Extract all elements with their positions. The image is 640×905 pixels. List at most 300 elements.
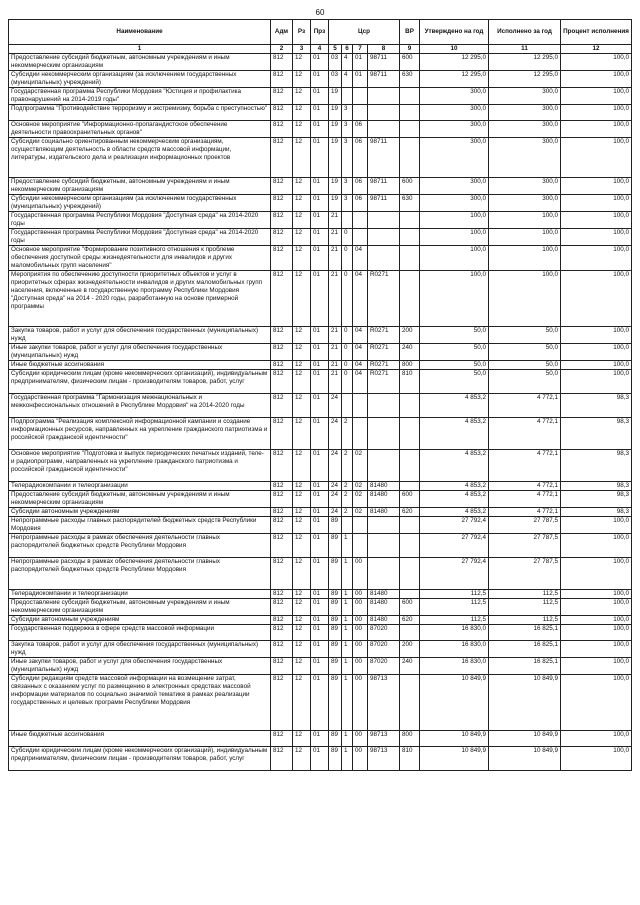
cell-c2: 0	[342, 246, 353, 271]
cell-percent: 100,0	[561, 195, 632, 212]
cell-vr: 620	[400, 508, 420, 517]
cell-vr: 240	[400, 658, 420, 675]
cell-name: Закупка товаров, работ и услуг для обеспечения государственных (муниципальных) нужд	[9, 327, 271, 344]
cell-c4	[368, 450, 400, 482]
cell-percent: 98,3	[561, 491, 632, 508]
cell-adm: 812	[271, 675, 293, 731]
cell-percent: 98,3	[561, 418, 632, 450]
cell-prz: 01	[311, 658, 329, 675]
cell-prz: 01	[311, 138, 329, 178]
cell-name: Предоставление субсидий бюджетным, автономным учреждениям и иным некоммерческим организациям	[9, 54, 271, 71]
cell-rz: 12	[293, 105, 311, 121]
cell-c3	[353, 88, 368, 105]
cell-executed: 50,0	[489, 344, 561, 361]
cell-executed: 4 772,1	[489, 394, 561, 418]
cell-c4: R0271	[368, 361, 400, 370]
cell-executed: 100,0	[489, 271, 561, 327]
cell-rz: 12	[293, 599, 311, 616]
cell-approved: 100,0	[420, 271, 489, 327]
cell-name: Государственная поддержка в сфере средств массовой информации	[9, 625, 271, 641]
cell-c4: 81480	[368, 590, 400, 599]
cell-c3: 00	[353, 616, 368, 625]
cell-rz: 12	[293, 229, 311, 246]
cell-executed: 4 772,1	[489, 450, 561, 482]
cell-rz: 12	[293, 71, 311, 88]
cell-adm: 812	[271, 658, 293, 675]
cell-c3: 04	[353, 361, 368, 370]
cell-name: Иные бюджетные ассигнования	[9, 361, 271, 370]
cell-rz: 12	[293, 616, 311, 625]
cell-executed: 10 849,9	[489, 675, 561, 731]
cell-approved: 300,0	[420, 195, 489, 212]
cell-c1: 19	[329, 88, 342, 105]
cell-c2: 1	[342, 625, 353, 641]
cell-name: Закупка товаров, работ и услуг для обеспечения государственных (муниципальных) нужд	[9, 641, 271, 658]
cell-c2: 4	[342, 71, 353, 88]
cell-adm: 812	[271, 121, 293, 138]
cell-c2: 0	[342, 327, 353, 344]
cell-executed: 300,0	[489, 195, 561, 212]
cell-adm: 812	[271, 344, 293, 361]
cell-prz: 01	[311, 344, 329, 361]
cell-vr	[400, 212, 420, 229]
cell-c3	[353, 534, 368, 558]
cell-c1: 21	[329, 327, 342, 344]
header-adm: Адм	[271, 20, 293, 45]
cell-name: Основное мероприятие "Подготовка и выпуск периодических печатных изданий, теле- и радиопрограмм, направленных на укрепление гражданского патриотизма и российской гражданской идентичности"	[9, 450, 271, 482]
cell-rz: 12	[293, 54, 311, 71]
cell-c4: 87020	[368, 658, 400, 675]
cell-vr	[400, 105, 420, 121]
cell-c4: R0271	[368, 344, 400, 361]
cell-executed: 300,0	[489, 88, 561, 105]
cell-c4: R0271	[368, 370, 400, 394]
table-row	[9, 344, 632, 361]
table-row	[9, 517, 632, 534]
cell-name: Телерадиокомпании и телеорганизации	[9, 590, 271, 599]
cell-vr	[400, 517, 420, 534]
cell-approved: 27 792,4	[420, 517, 489, 534]
cell-c4	[368, 394, 400, 418]
cell-approved: 16 830,0	[420, 625, 489, 641]
cell-name: Непрограммные расходы в рамках обеспечения деятельности главных распорядителей бюджетных средств Республики Мордовия	[9, 534, 271, 558]
cell-prz: 01	[311, 616, 329, 625]
cell-percent: 100,0	[561, 178, 632, 195]
cell-c3	[353, 418, 368, 450]
cell-c1: 89	[329, 731, 342, 747]
cell-vr	[400, 418, 420, 450]
cell-percent: 100,0	[561, 534, 632, 558]
cell-approved: 50,0	[420, 370, 489, 394]
cell-percent: 100,0	[561, 517, 632, 534]
table-row	[9, 558, 632, 590]
column-number: 8	[368, 45, 400, 54]
cell-c2: 1	[342, 731, 353, 747]
cell-c4	[368, 418, 400, 450]
cell-c3	[353, 517, 368, 534]
cell-c1: 19	[329, 178, 342, 195]
cell-approved: 300,0	[420, 105, 489, 121]
cell-adm: 812	[271, 625, 293, 641]
cell-vr	[400, 534, 420, 558]
cell-rz: 12	[293, 394, 311, 418]
cell-prz: 01	[311, 641, 329, 658]
cell-executed: 4 772,1	[489, 491, 561, 508]
cell-rz: 12	[293, 271, 311, 327]
cell-adm: 812	[271, 491, 293, 508]
cell-approved: 10 849,9	[420, 747, 489, 771]
table-row	[9, 121, 632, 138]
cell-rz: 12	[293, 517, 311, 534]
cell-prz: 01	[311, 558, 329, 590]
cell-prz: 01	[311, 212, 329, 229]
cell-adm: 812	[271, 394, 293, 418]
cell-c2: 3	[342, 121, 353, 138]
cell-rz: 12	[293, 327, 311, 344]
cell-c1: 21	[329, 229, 342, 246]
cell-executed: 100,0	[489, 229, 561, 246]
cell-vr	[400, 675, 420, 731]
cell-c3: 06	[353, 178, 368, 195]
cell-c3	[353, 105, 368, 121]
table-row	[9, 590, 632, 599]
table-row	[9, 418, 632, 450]
cell-c2: 4	[342, 54, 353, 71]
table-row	[9, 394, 632, 418]
cell-executed: 100,0	[489, 246, 561, 271]
cell-adm: 812	[271, 178, 293, 195]
table-row	[9, 599, 632, 616]
cell-c3: 00	[353, 558, 368, 590]
cell-rz: 12	[293, 88, 311, 105]
cell-c1: 89	[329, 658, 342, 675]
cell-rz: 12	[293, 747, 311, 771]
table-row	[9, 641, 632, 658]
table-row	[9, 105, 632, 121]
table-row	[9, 138, 632, 178]
cell-adm: 812	[271, 71, 293, 88]
cell-name: Субсидии некоммерческим организациям (за исключением государственных (муниципальных) учреждений)	[9, 71, 271, 88]
cell-adm: 812	[271, 229, 293, 246]
cell-c1: 19	[329, 138, 342, 178]
cell-percent: 100,0	[561, 138, 632, 178]
cell-approved: 27 792,4	[420, 534, 489, 558]
cell-c1: 24	[329, 394, 342, 418]
cell-percent: 100,0	[561, 88, 632, 105]
cell-percent: 100,0	[561, 121, 632, 138]
cell-approved: 4 853,2	[420, 482, 489, 491]
cell-rz: 12	[293, 178, 311, 195]
cell-c3: 06	[353, 195, 368, 212]
cell-c4: 98711	[368, 71, 400, 88]
cell-name: Предоставление субсидий бюджетным, автономным учреждениям и иным некоммерческим организациям	[9, 599, 271, 616]
cell-approved: 112,5	[420, 616, 489, 625]
cell-c3: 02	[353, 450, 368, 482]
cell-approved: 27 792,4	[420, 558, 489, 590]
cell-percent: 100,0	[561, 271, 632, 327]
cell-approved: 4 853,2	[420, 508, 489, 517]
cell-c3: 04	[353, 271, 368, 327]
cell-vr	[400, 590, 420, 599]
cell-c1: 03	[329, 54, 342, 71]
cell-c4: 98713	[368, 731, 400, 747]
cell-percent: 100,0	[561, 599, 632, 616]
cell-prz: 01	[311, 450, 329, 482]
cell-rz: 12	[293, 658, 311, 675]
cell-c3: 00	[353, 747, 368, 771]
cell-vr	[400, 271, 420, 327]
cell-vr: 600	[400, 54, 420, 71]
cell-c2: 0	[342, 361, 353, 370]
cell-adm: 812	[271, 508, 293, 517]
cell-executed: 4 772,1	[489, 482, 561, 491]
cell-percent: 100,0	[561, 625, 632, 641]
cell-adm: 812	[271, 558, 293, 590]
cell-c4: 81480	[368, 599, 400, 616]
table-row	[9, 54, 632, 71]
cell-prz: 01	[311, 54, 329, 71]
cell-vr: 630	[400, 195, 420, 212]
cell-percent: 100,0	[561, 54, 632, 71]
cell-adm: 812	[271, 450, 293, 482]
cell-approved: 10 849,9	[420, 731, 489, 747]
cell-c4	[368, 517, 400, 534]
table-row	[9, 229, 632, 246]
table-body	[9, 54, 632, 771]
cell-c1: 24	[329, 418, 342, 450]
cell-name: Государственная программа Республики Мордовия "Доступная среда" на 2014-2020 годы	[9, 212, 271, 229]
cell-c2: 2	[342, 450, 353, 482]
cell-c1: 89	[329, 599, 342, 616]
table-header-row	[9, 20, 632, 45]
table-row	[9, 370, 632, 394]
cell-prz: 01	[311, 731, 329, 747]
cell-name: Подпрограмма "Противодействие терроризму и экстремизму, борьба с преступностью"	[9, 105, 271, 121]
cell-executed: 4 772,1	[489, 418, 561, 450]
cell-c2: 0	[342, 370, 353, 394]
cell-c3: 04	[353, 246, 368, 271]
cell-name: Субсидии редакциям средств массовой информации на возмещение затрат, связанных с оказанием услуг по размещению в электронных средствах массовой информации материалов по социально значимой тематике в рамках реализации государственных и целевых программ Республики Мордовия	[9, 675, 271, 731]
cell-approved: 4 853,2	[420, 394, 489, 418]
cell-vr	[400, 394, 420, 418]
table-row	[9, 491, 632, 508]
cell-c1: 19	[329, 121, 342, 138]
column-number: 7	[353, 45, 368, 54]
cell-rz: 12	[293, 138, 311, 178]
cell-prz: 01	[311, 394, 329, 418]
cell-c4: 98713	[368, 747, 400, 771]
cell-prz: 01	[311, 418, 329, 450]
cell-c2: 2	[342, 508, 353, 517]
cell-c4	[368, 88, 400, 105]
table-row	[9, 88, 632, 105]
cell-prz: 01	[311, 370, 329, 394]
cell-name: Иные закупки товаров, работ и услуг для обеспечения государственных (муниципальных) нужд	[9, 344, 271, 361]
cell-prz: 01	[311, 121, 329, 138]
cell-executed: 300,0	[489, 121, 561, 138]
cell-adm: 812	[271, 482, 293, 491]
cell-prz: 01	[311, 508, 329, 517]
cell-c1: 24	[329, 450, 342, 482]
cell-executed: 10 849,9	[489, 747, 561, 771]
cell-c1: 21	[329, 246, 342, 271]
cell-adm: 812	[271, 534, 293, 558]
header-csr: Цср	[329, 20, 400, 45]
cell-c3: 00	[353, 658, 368, 675]
cell-percent: 100,0	[561, 246, 632, 271]
cell-vr: 630	[400, 71, 420, 88]
cell-approved: 4 853,2	[420, 418, 489, 450]
cell-c4: 98711	[368, 138, 400, 178]
cell-c2: 1	[342, 534, 353, 558]
cell-vr: 200	[400, 327, 420, 344]
cell-c4: 87020	[368, 625, 400, 641]
cell-rz: 12	[293, 491, 311, 508]
cell-c2: 3	[342, 178, 353, 195]
cell-executed: 112,5	[489, 599, 561, 616]
header-name: Наименование	[9, 20, 271, 45]
cell-percent: 100,0	[561, 71, 632, 88]
table-row	[9, 450, 632, 482]
cell-vr: 810	[400, 747, 420, 771]
cell-c2: 1	[342, 641, 353, 658]
cell-vr: 600	[400, 491, 420, 508]
cell-vr: 800	[400, 731, 420, 747]
cell-vr: 200	[400, 641, 420, 658]
table-row	[9, 625, 632, 641]
cell-c2: 2	[342, 491, 353, 508]
cell-prz: 01	[311, 88, 329, 105]
table-row	[9, 212, 632, 229]
cell-c3: 00	[353, 590, 368, 599]
cell-c2: 3	[342, 195, 353, 212]
cell-vr	[400, 450, 420, 482]
cell-prz: 01	[311, 747, 329, 771]
cell-vr: 620	[400, 616, 420, 625]
cell-rz: 12	[293, 212, 311, 229]
cell-adm: 812	[271, 212, 293, 229]
cell-executed: 12 295,0	[489, 54, 561, 71]
page-number: 60	[315, 8, 325, 17]
cell-c2: 2	[342, 482, 353, 491]
cell-rz: 12	[293, 675, 311, 731]
cell-vr: 600	[400, 599, 420, 616]
cell-c1: 03	[329, 71, 342, 88]
cell-c2: 1	[342, 675, 353, 731]
cell-executed: 50,0	[489, 370, 561, 394]
cell-executed: 27 787,5	[489, 558, 561, 590]
cell-rz: 12	[293, 370, 311, 394]
cell-c1: 89	[329, 625, 342, 641]
cell-vr: 240	[400, 344, 420, 361]
cell-vr	[400, 88, 420, 105]
cell-c2: 1	[342, 658, 353, 675]
cell-c3: 02	[353, 491, 368, 508]
cell-c2: 1	[342, 590, 353, 599]
cell-adm: 812	[271, 590, 293, 599]
table-row	[9, 534, 632, 558]
cell-vr: 600	[400, 178, 420, 195]
cell-adm: 812	[271, 599, 293, 616]
table-row	[9, 271, 632, 327]
cell-c2	[342, 517, 353, 534]
cell-approved: 12 295,0	[420, 71, 489, 88]
cell-prz: 01	[311, 590, 329, 599]
cell-rz: 12	[293, 731, 311, 747]
cell-rz: 12	[293, 418, 311, 450]
cell-c3: 00	[353, 625, 368, 641]
cell-approved: 4 853,2	[420, 450, 489, 482]
cell-percent: 98,3	[561, 508, 632, 517]
table-row	[9, 731, 632, 747]
table-row	[9, 178, 632, 195]
cell-c4	[368, 212, 400, 229]
cell-adm: 812	[271, 418, 293, 450]
cell-name: Государственная программа Республики Мордовия "Юстиция и профилактика правонарушений на 2014-2019 годы"	[9, 88, 271, 105]
cell-approved: 300,0	[420, 88, 489, 105]
cell-rz: 12	[293, 534, 311, 558]
cell-percent: 100,0	[561, 616, 632, 625]
table-row	[9, 508, 632, 517]
budget-table	[8, 19, 632, 771]
cell-percent: 100,0	[561, 105, 632, 121]
cell-c2: 1	[342, 558, 353, 590]
cell-c2: 0	[342, 229, 353, 246]
cell-vr	[400, 558, 420, 590]
column-number: 11	[489, 45, 561, 54]
header-approved: Утверждено на год	[420, 20, 489, 45]
cell-executed: 50,0	[489, 361, 561, 370]
cell-executed: 300,0	[489, 178, 561, 195]
header-prz: Прз	[311, 20, 329, 45]
cell-c1: 89	[329, 534, 342, 558]
column-number: 4	[311, 45, 329, 54]
cell-rz: 12	[293, 482, 311, 491]
cell-executed: 50,0	[489, 327, 561, 344]
cell-c4: 98711	[368, 178, 400, 195]
cell-approved: 4 853,2	[420, 491, 489, 508]
cell-rz: 12	[293, 121, 311, 138]
cell-rz: 12	[293, 641, 311, 658]
cell-adm: 812	[271, 246, 293, 271]
cell-prz: 01	[311, 105, 329, 121]
cell-adm: 812	[271, 195, 293, 212]
cell-rz: 12	[293, 590, 311, 599]
table-row	[9, 361, 632, 370]
cell-approved: 10 849,9	[420, 675, 489, 731]
cell-c2: 3	[342, 138, 353, 178]
cell-prz: 01	[311, 517, 329, 534]
cell-c1: 89	[329, 590, 342, 599]
cell-name: Субсидии юридическим лицам (кроме некоммерческих организаций), индивидуальным предпринимателям, физическим лицам - производителям товаров, работ, услуг	[9, 370, 271, 394]
column-number: 2	[271, 45, 293, 54]
cell-prz: 01	[311, 491, 329, 508]
cell-c2	[342, 394, 353, 418]
cell-c1: 24	[329, 508, 342, 517]
cell-c3: 04	[353, 327, 368, 344]
cell-prz: 01	[311, 482, 329, 491]
cell-approved: 300,0	[420, 138, 489, 178]
cell-prz: 01	[311, 534, 329, 558]
cell-vr: 810	[400, 370, 420, 394]
cell-c1: 89	[329, 641, 342, 658]
table-row	[9, 747, 632, 771]
cell-percent: 100,0	[561, 590, 632, 599]
cell-name: Непрограммные расходы главных распорядителей бюджетных средств Республики Мордовия	[9, 517, 271, 534]
cell-adm: 812	[271, 327, 293, 344]
cell-c3: 00	[353, 599, 368, 616]
cell-c4	[368, 534, 400, 558]
